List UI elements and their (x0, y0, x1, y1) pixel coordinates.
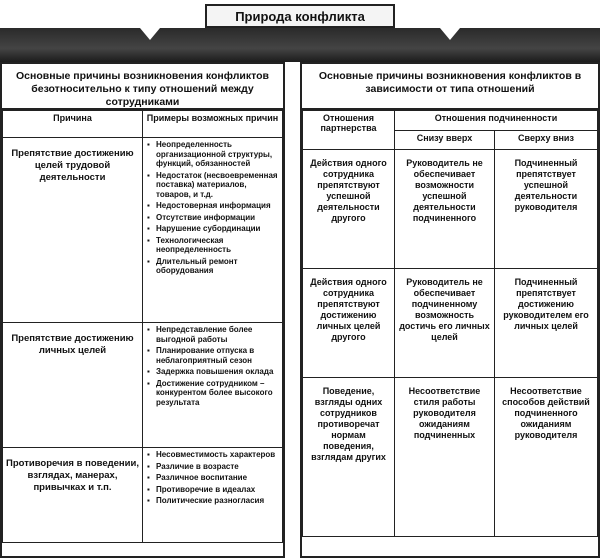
col-header-subordination: Отношения подчиненности (395, 111, 598, 131)
left-panel (0, 62, 285, 558)
table-row (303, 150, 598, 269)
top-down-cell: Подчиненный препятствует достижению руководителем его личных целей (495, 269, 598, 378)
list-item: ▪ Задержка повышения оклада (156, 367, 279, 377)
list-item: ▪ Технологическая неопределенность (156, 236, 279, 255)
bottom-up-cell: Несоответствие стиля работы руководителя ожиданиям подчиненных (395, 378, 495, 537)
examples-cell (143, 448, 283, 543)
list-item: ▪ Достижение сотрудником – конкурентом более высокого результата (156, 379, 279, 408)
cause-cell: Противоречия в поведении, взглядах, манерах, привычках и т.п. (3, 448, 143, 543)
table-row (3, 448, 283, 543)
top-down-cell: Несоответствие способов действий подчиненного ожиданиям руководителя (495, 378, 598, 537)
bottom-up-cell: Руководитель не обеспечивает возможности успешной деятельности подчиненного (395, 150, 495, 269)
page-title: Природа конфликта (205, 4, 395, 28)
cause-cell: Препятствие достижению личных целей (3, 323, 143, 448)
col-header-cause: Причина (3, 111, 143, 138)
col-header-bottom-up: Снизу вверх (395, 130, 495, 150)
left-table (2, 110, 283, 543)
arrow-left-icon (140, 28, 160, 40)
examples-list (146, 140, 279, 276)
partner-cell: Действия одного сотрудника препятствуют успешной деятельности другого (303, 150, 395, 269)
col-header-examples: Примеры возможных причин (143, 111, 283, 138)
list-item: ▪ Политические разногласия (156, 496, 279, 506)
examples-cell (143, 138, 283, 323)
col-header-top-down: Сверху вниз (495, 130, 598, 150)
top-down-cell: Подчиненный препятствует успешной деятельности руководителя (495, 150, 598, 269)
table-row (303, 269, 598, 378)
table-row (3, 138, 283, 323)
right-panel (300, 62, 600, 558)
left-panel-heading: Основные причины возникновения конфликтов безотносительно к типу отношений между сотрудниками (2, 64, 283, 110)
examples-cell (143, 323, 283, 448)
decorative-ribbon (0, 28, 600, 62)
right-panel-heading: Основные причины возникновения конфликтов в зависимости от типа отношений (302, 64, 598, 110)
table-row (3, 323, 283, 448)
partner-cell: Поведение, взгляды одних сотрудников противоречат нормам поведения, взглядам других (303, 378, 395, 537)
right-table (302, 110, 598, 537)
list-item: ▪ Противоречие в идеалах (156, 485, 279, 495)
arrow-right-icon (440, 28, 460, 40)
table-row (303, 378, 598, 537)
list-item: ▪ Различное воспитание (156, 473, 279, 483)
list-item: ▪ Недостаток (несвоевременная поставка) материалов, товаров, и т.д. (156, 171, 279, 200)
list-item: ▪ Неопределенность организационной структуры, функций, обязанностей (156, 140, 279, 169)
list-item: ▪ Различие в возрасте (156, 462, 279, 472)
list-item: ▪ Нарушение субординации (156, 224, 279, 234)
list-item: ▪ Длительный ремонт оборудования (156, 257, 279, 276)
list-item: ▪ Планирование отпуска в неблагоприятный сезон (156, 346, 279, 365)
bottom-up-cell: Руководитель не обеспечивает подчиненному возможность достичь его личных целей (395, 269, 495, 378)
examples-list (146, 450, 279, 506)
list-item: ▪ Несовместимость характеров (156, 450, 279, 460)
list-item: ▪ Непредставление более выгодной работы (156, 325, 279, 344)
list-item: ▪ Недостоверная информация (156, 201, 279, 211)
partner-cell: Действия одного сотрудника препятствуют достижению личных целей другого (303, 269, 395, 378)
col-header-partnership: Отношения партнерства (303, 111, 395, 150)
list-item: ▪ Отсутствие информации (156, 213, 279, 223)
cause-cell: Препятствие достижению целей трудовой деятельности (3, 138, 143, 323)
examples-list (146, 325, 279, 407)
